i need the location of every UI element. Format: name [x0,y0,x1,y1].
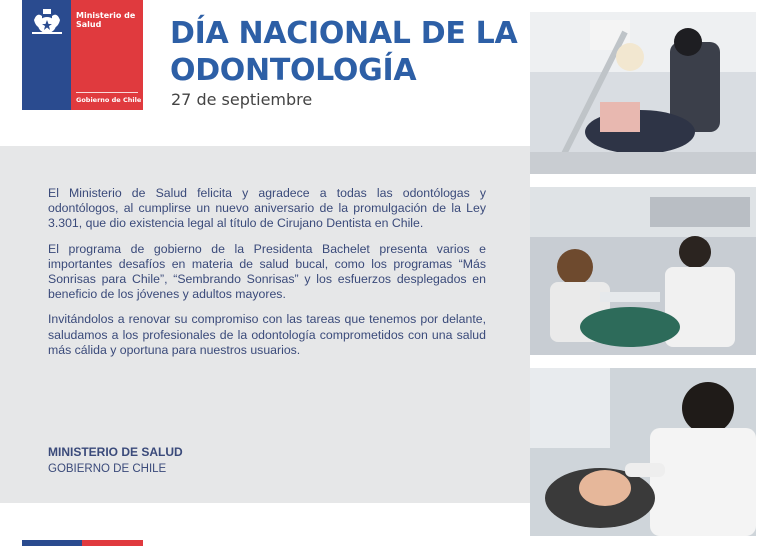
page-title [170,15,520,89]
signature-ministry: MINISTERIO DE SALUD [48,445,183,459]
paragraph-1: El Ministerio de Salud felicita y agradece a todas las odontólogas y odontólogos, al cumplirse un nuevo aniversario de la promulgación de la Ley 3.301, que dio existencia legal al título de Cirujano Dentista en Chile. [48,186,486,231]
message-body [48,186,486,368]
footer-bar-red [82,540,143,546]
footer-bar-blue [22,540,82,546]
dental-photo-1 [530,12,756,174]
event-date: 27 de septiembre [171,90,313,109]
logo-text-line2: Salud [76,20,102,29]
paragraph-2: El programa de gobierno de la Presidenta Bachelet presenta varios e importantes desafíos en materia de salud bucal, como los programas “Más Sonrisas para Chile”, “Sembrando Sonrisas” y los esfuerzos desplegados en beneficio de los jóvenes y adultos mayores. [48,241,486,302]
title-line2: ODONTOLOGÍA [170,53,417,88]
paragraph-3: Invitándolos a renovar su compromiso con las tareas que tenemos por delante, saludamos a los profesionales de la odontología comprometidos con una salud más cálida y oportuna para nuestros usuarios. [48,312,486,357]
dental-photo-3 [530,368,756,536]
logo-footer-text: Gobierno de Chile [76,96,142,104]
logo-text-line1: Ministerio de [76,11,136,20]
logo-divider [76,92,138,93]
ministerio-logo [22,0,143,110]
dental-photo-2 [530,187,756,355]
signature-government: GOBIERNO DE CHILE [48,463,167,475]
coat-of-arms-icon [28,6,66,36]
title-line1: DÍA NACIONAL DE LA [170,16,518,51]
